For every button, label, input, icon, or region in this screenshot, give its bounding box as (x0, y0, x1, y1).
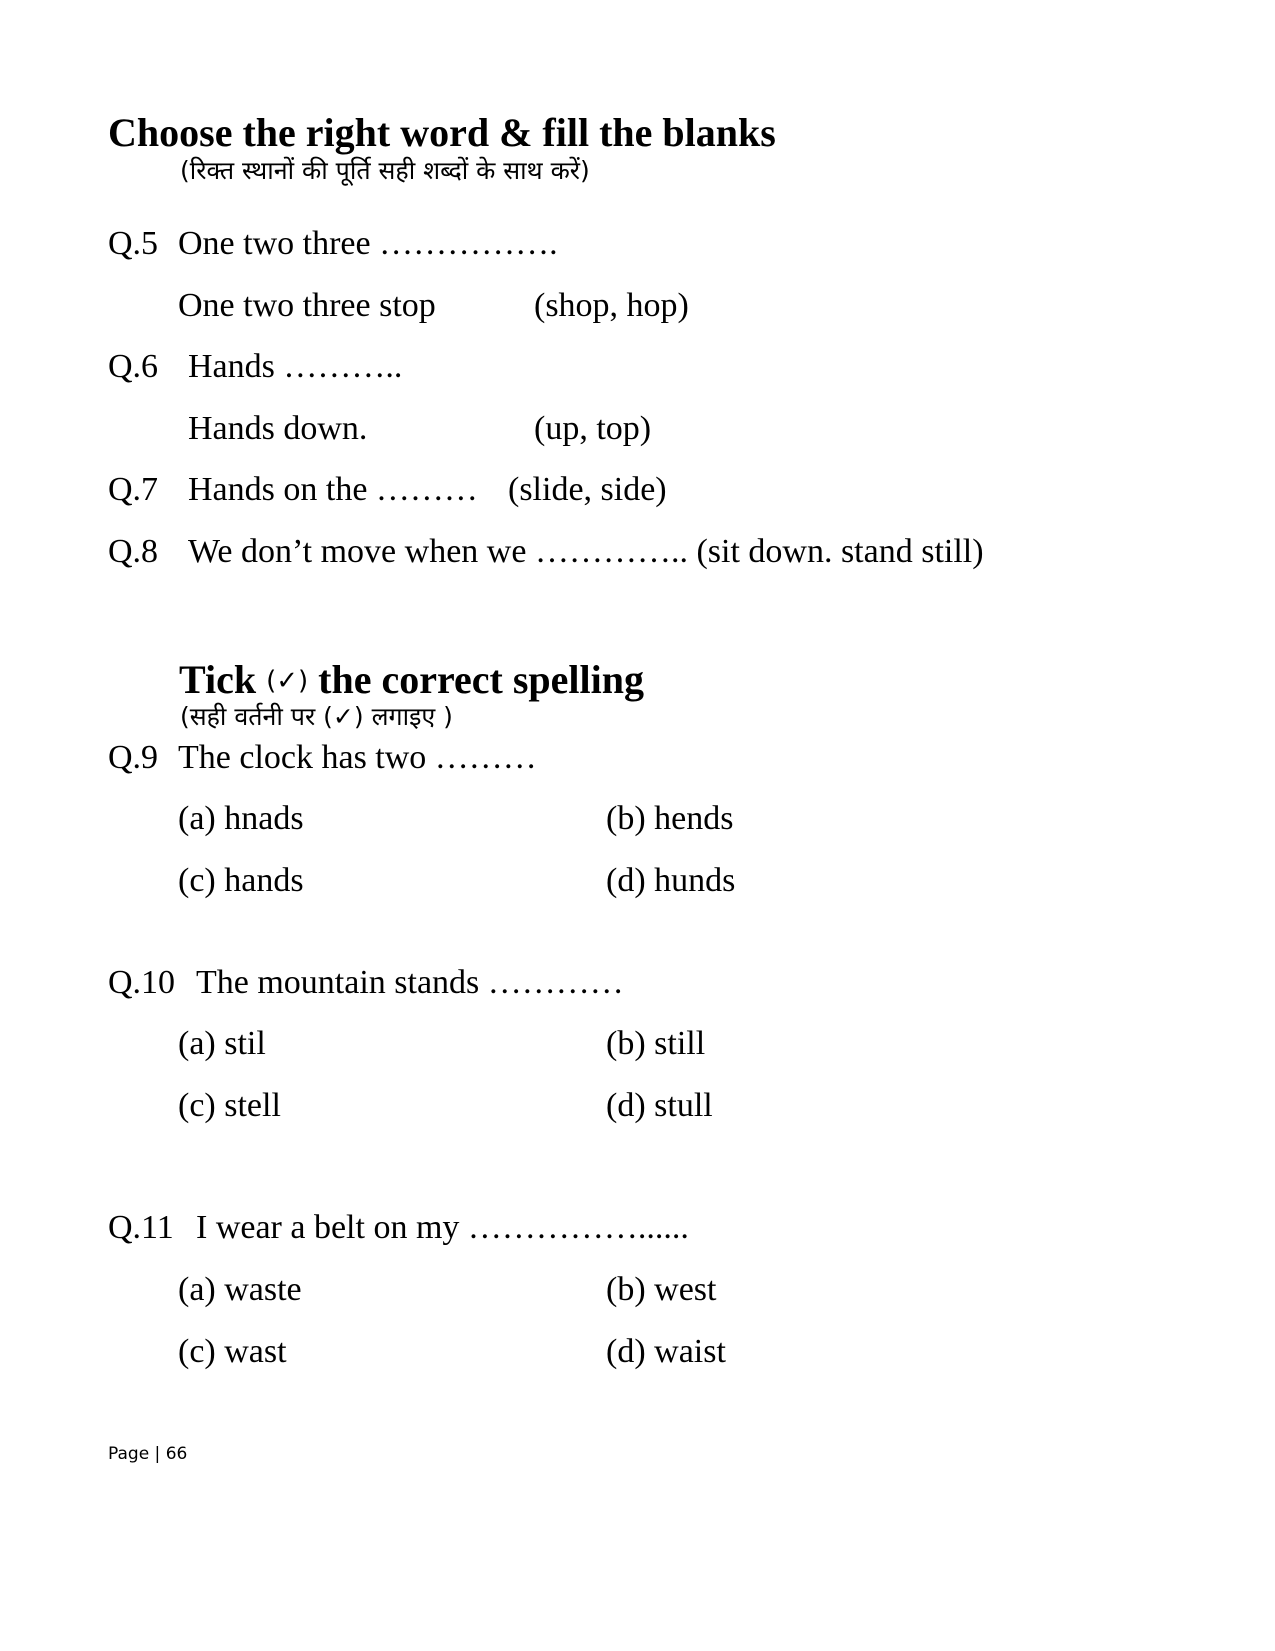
q11-option-a[interactable]: (a) waste (178, 1271, 302, 1308)
q9-option-a[interactable]: (a) hnads (178, 800, 304, 837)
tick-icon: (✓) (266, 666, 309, 696)
q5-line2: One two three stop (178, 287, 436, 324)
q6-line1: Hands ……….. (188, 348, 403, 385)
q11-option-d[interactable]: (d) waist (606, 1333, 726, 1370)
q11-option-c[interactable]: (c) wast (178, 1333, 287, 1370)
q11-text: I wear a belt on my ……………...... (196, 1209, 689, 1246)
section2-title-rest: the correct spelling (318, 657, 644, 702)
q9-option-c[interactable]: (c) hands (178, 862, 304, 899)
q8-number: Q.8 (108, 533, 159, 570)
q10-number: Q.10 (108, 964, 176, 1001)
section2-subtitle: (सही वर्तनी पर (✓) लगाइए ) (180, 702, 453, 731)
q11-option-b[interactable]: (b) west (606, 1271, 717, 1308)
q5-options: (shop, hop) (534, 287, 689, 324)
q10-option-a[interactable]: (a) stil (178, 1025, 266, 1062)
page-number: Page | 66 (108, 1444, 188, 1464)
q11-number: Q.11 (108, 1209, 174, 1246)
q7-number: Q.7 (108, 471, 159, 508)
q9-option-b[interactable]: (b) hends (606, 800, 734, 837)
q7-options: (slide, side) (508, 471, 667, 508)
section2-title (179, 657, 644, 702)
q10-text: The mountain stands ………… (196, 964, 624, 1001)
q6-line2: Hands down. (188, 410, 368, 447)
q6-options: (up, top) (534, 410, 652, 447)
q9-text: The clock has two ……… (178, 739, 537, 776)
q6-number: Q.6 (108, 348, 159, 385)
q10-option-d[interactable]: (d) stull (606, 1087, 713, 1124)
q5-number: Q.5 (108, 225, 159, 262)
section1-title: Choose the right word & fill the blanks (108, 110, 776, 155)
q10-option-c[interactable]: (c) stell (178, 1087, 281, 1124)
q9-number: Q.9 (108, 739, 159, 776)
q10-option-b[interactable]: (b) still (606, 1025, 706, 1062)
q8-text: We don’t move when we ………….. (sit down. stand still) (188, 533, 984, 570)
q5-line1: One two three ……………. (178, 225, 558, 262)
q7-text: Hands on the ……… (188, 471, 478, 508)
section1-subtitle: (रिक्त स्थानों की पूर्ति सही शब्दों के साथ करें) (180, 156, 590, 185)
q9-option-d[interactable]: (d) hunds (606, 862, 736, 899)
section2-title-word: Tick (179, 657, 257, 702)
